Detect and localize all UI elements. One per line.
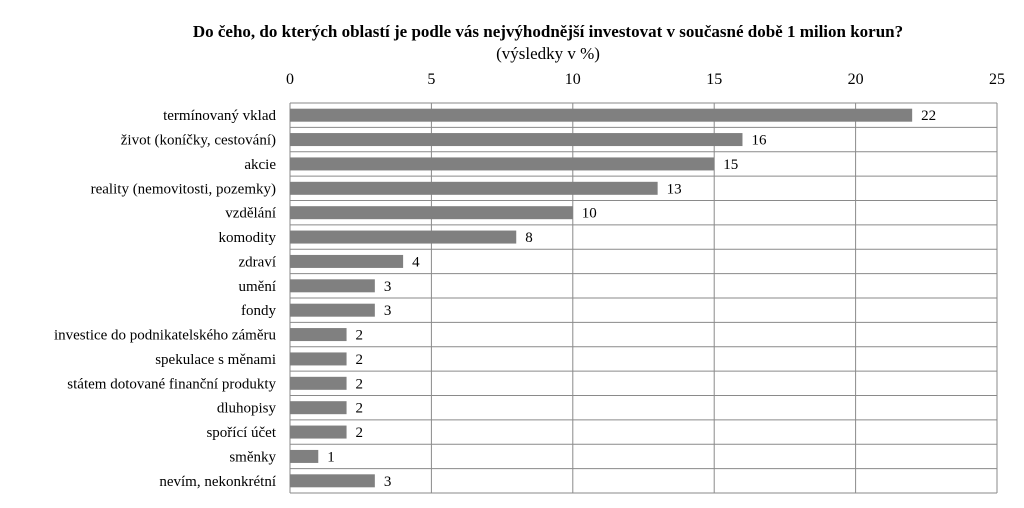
category-label: státem dotované finanční produkty [67, 376, 276, 393]
tick-label: 5 [427, 71, 436, 88]
tick-label: 15 [706, 71, 723, 88]
bar [290, 450, 318, 463]
category-label: spořící účet [206, 425, 276, 442]
data-label: 2 [355, 327, 364, 344]
category-label: investice do podnikatelského záměru [53, 327, 276, 344]
category-label: dluhopisy [216, 400, 276, 417]
bar [290, 401, 347, 414]
category-label: zdraví [238, 254, 276, 271]
bar [290, 231, 516, 244]
data-label: 15 [723, 156, 739, 173]
data-label: 3 [383, 278, 392, 295]
bar [290, 255, 403, 268]
category-label: nevím, nekonkrétní [159, 473, 276, 490]
bar [290, 206, 573, 219]
tick-label: 25 [989, 71, 1005, 88]
chart-subtitle: (výsledky v %) [496, 44, 600, 63]
bar [290, 352, 347, 365]
bar [290, 426, 347, 439]
data-label: 13 [666, 181, 682, 198]
data-label: 2 [355, 376, 364, 393]
bar [290, 182, 658, 195]
bar [290, 328, 347, 341]
data-label: 3 [383, 473, 392, 490]
bar [290, 279, 375, 292]
category-label: život (koníčky, cestování) [120, 132, 276, 149]
chart-title: Do čeho, do kterých oblastí je podle vás nejvýhodnější investovat v současné době 1 milion korun? [192, 22, 904, 41]
data-label: 3 [383, 303, 392, 320]
bar [290, 133, 742, 146]
bar [290, 109, 912, 122]
category-label: termínovaný vklad [163, 108, 276, 125]
tick-label: 10 [564, 71, 581, 88]
bar [290, 157, 714, 170]
category-label: vzdělání [225, 205, 276, 222]
data-label: 16 [751, 132, 767, 149]
bar [290, 474, 375, 487]
data-label: 8 [525, 230, 533, 247]
bar [290, 304, 375, 317]
category-label: umění [238, 278, 276, 295]
category-label: směnky [229, 449, 276, 466]
bar [290, 377, 347, 390]
category-label: komodity [218, 230, 276, 247]
tick-label: 20 [847, 71, 864, 88]
axis-ticks [286, 71, 1005, 88]
tick-label: 0 [286, 71, 294, 88]
data-label: 2 [355, 351, 364, 368]
data-label: 2 [355, 400, 364, 417]
category-label: fondy [241, 303, 276, 320]
data-label: 22 [921, 108, 937, 125]
category-labels [54, 108, 277, 490]
category-label: spekulace s měnami [155, 351, 276, 368]
data-label: 1 [327, 449, 335, 466]
data-label: 4 [412, 254, 420, 271]
category-label: reality (nemovitosti, pozemky) [90, 181, 276, 198]
category-label: akcie [244, 156, 276, 173]
data-label: 2 [355, 425, 364, 442]
data-label: 10 [581, 205, 597, 222]
